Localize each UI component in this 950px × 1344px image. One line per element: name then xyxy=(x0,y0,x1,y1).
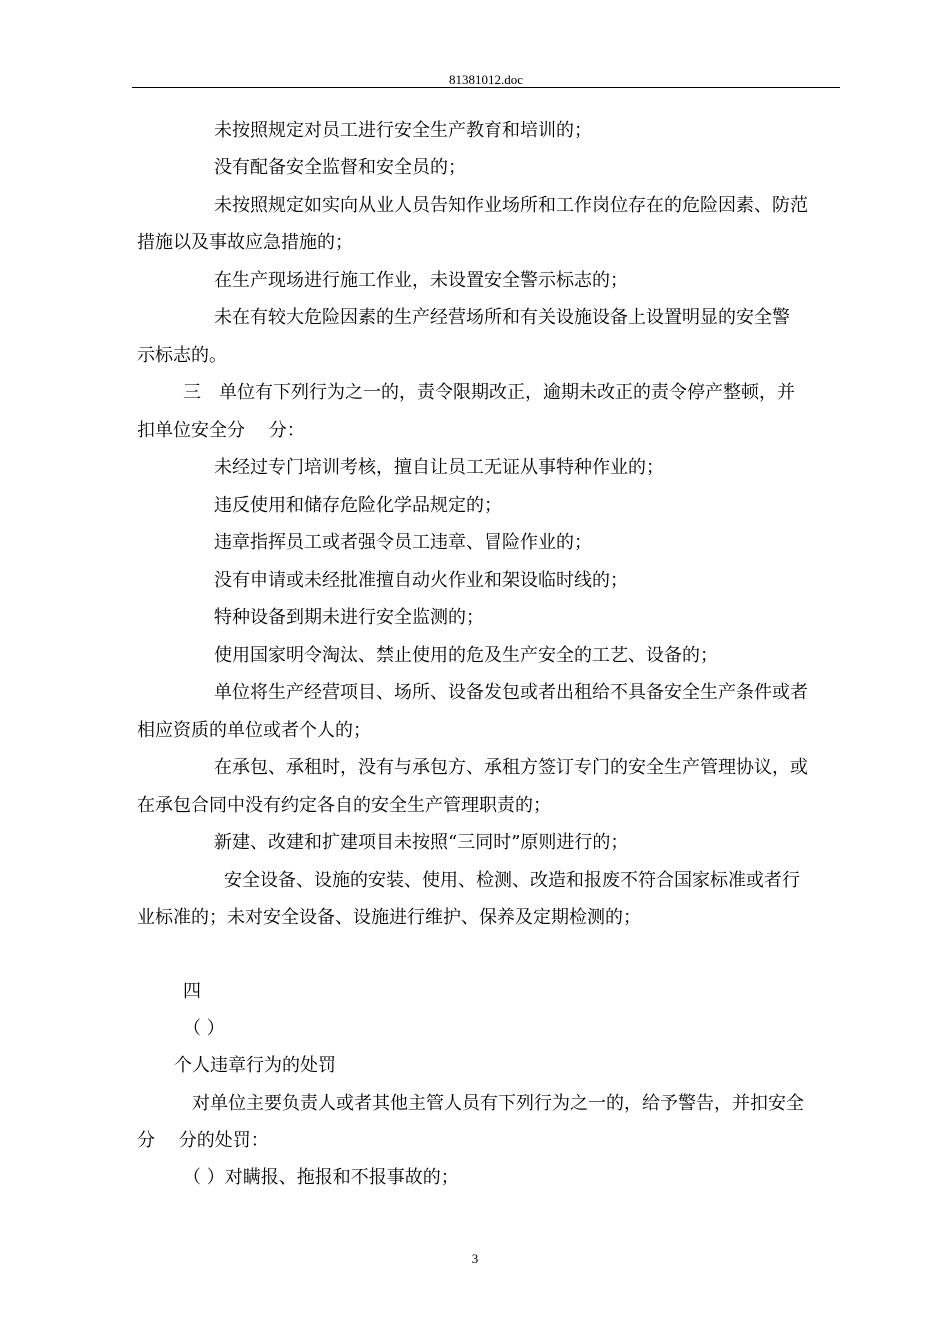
text-line: 措施以及事故应急措施的； xyxy=(137,232,353,253)
text-line: 违反使用和储存危险化学品规定的； xyxy=(214,495,502,516)
page-number: 3 xyxy=(471,1251,479,1266)
text-line: 在承包合同中没有约定各自的安全生产管理职责的； xyxy=(137,795,551,816)
text-line: 业标准的；未对安全设备、设施进行维护、保养及定期检测的； xyxy=(137,907,641,928)
text-line: 在生产现场进行施工作业，未设置安全警示标志的； xyxy=(214,270,628,291)
text-line: 单位将生产经营项目、场所、设备发包或者出租给不具备安全生产条件或者 xyxy=(214,682,808,703)
text-line: 没有配备安全监督和安全员的； xyxy=(214,157,466,178)
text-line: 在承包、承租时，没有与承包方、承租方签订专门的安全生产管理协议，或 xyxy=(214,757,808,778)
text-line: 未按照规定对员工进行安全生产教育和培训的； xyxy=(214,120,592,141)
text-line: 新建、改建和扩建项目未按照“三同时”原则进行的； xyxy=(214,832,629,853)
text-line: 扣单位安全分 分： xyxy=(137,420,305,441)
section-heading-3: 三 单位有下列行为之一的，责令限期改正，逾期未改正的责令停产整顿，并 xyxy=(183,382,795,403)
text-line: 安全设备、设施的安装、使用、检测、改造和报废不符合国家标准或者行 xyxy=(224,870,800,891)
text-line: 示标志的。 xyxy=(137,345,227,366)
subsection-number: （ ） xyxy=(183,1018,225,1039)
text-line: 未经过专门培训考核，擅自让员工无证从事特种作业的； xyxy=(214,457,664,478)
text-line: 分 分的处罚： xyxy=(137,1130,269,1151)
text-line: 未在有较大危险因素的生产经营场所和有关设施设备上设置明显的安全警 xyxy=(214,307,790,328)
header-rule xyxy=(132,87,840,88)
subsection-title: 个人违章行为的处罚 xyxy=(174,1055,336,1076)
text-line: 相应资质的单位或者个人的； xyxy=(137,720,371,741)
text-line: 违章指挥员工或者强令员工违章、冒险作业的； xyxy=(214,532,592,553)
text-line: （ ）对瞒报、拖报和不报事故的； xyxy=(183,1167,459,1188)
text-line: 使用国家明令淘汰、禁止使用的危及生产安全的工艺、设备的； xyxy=(214,645,718,666)
section-heading-4: 四 xyxy=(183,981,201,1002)
header-filename: 81381012.doc xyxy=(448,72,524,87)
text-line: 未按照规定如实向从业人员告知作业场所和工作岗位存在的危险因素、防范 xyxy=(214,195,808,216)
text-line: 对单位主要负责人或者其他主管人员有下列行为之一的，给予警告，并扣安全 xyxy=(192,1093,804,1114)
text-line: 特种设备到期未进行安全监测的； xyxy=(214,607,484,628)
text-line: 没有申请或未经批准擅自动火作业和架设临时线的； xyxy=(214,570,628,591)
